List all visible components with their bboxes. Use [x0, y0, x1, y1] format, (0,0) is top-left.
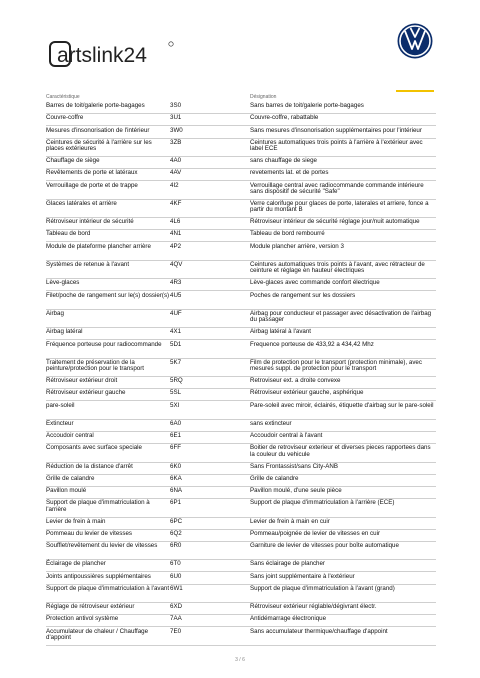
table-row: [46, 230, 436, 242]
table-row: [46, 358, 436, 376]
table-row: [46, 444, 436, 462]
code-cell: 3ZB: [170, 138, 250, 156]
feature-cell: Accoudoir central: [46, 432, 170, 444]
feature-cell: Rétroviseur intérieur de sécurité: [46, 218, 170, 230]
feature-cell: Pommeau du levier de vitesses: [46, 529, 170, 541]
table-row: [46, 389, 436, 401]
designation-cell: Poches de rangement sur les dossiers: [250, 291, 436, 309]
designation-cell: Couvre-coffre, rabattable: [250, 114, 436, 126]
designation-cell: Sans mesures d'insonorisation supplémentaires pour l'intérieur: [250, 126, 436, 138]
feature-cell: Rétroviseur extérieur droit: [46, 377, 170, 389]
designation-cell: Ceintures automatiques trois points à l'arrière à l'extérieur avec label ECE: [250, 138, 436, 156]
equipment-table: [46, 94, 436, 646]
page-number: 3 / 6: [235, 657, 245, 663]
feature-cell: Lève-glaces: [46, 279, 170, 291]
designation-cell: Airbag latéral à l'avant: [250, 328, 436, 340]
table-row: [46, 517, 436, 529]
designation-cell: Levier de frein à main en cuir: [250, 517, 436, 529]
table-row: [46, 309, 436, 327]
table-row: [46, 377, 436, 389]
table-row: [46, 627, 436, 645]
table-row: [46, 114, 436, 126]
code-cell: 6T0: [170, 560, 250, 572]
code-cell: 6Q2: [170, 529, 250, 541]
code-cell: 5D1: [170, 340, 250, 358]
table-row: [46, 560, 436, 572]
designation-cell: Airbag pour conducteur et passager avec désactivation de l'airbag du passager: [250, 309, 436, 327]
table-row: [46, 291, 436, 309]
table-row: [46, 102, 436, 114]
code-cell: 4N1: [170, 230, 250, 242]
accent-bar: [396, 90, 434, 92]
designation-cell: Sans éclairage de plancher: [250, 560, 436, 572]
code-cell: 4KF: [170, 199, 250, 217]
table-row: [46, 529, 436, 541]
table-row: [46, 218, 436, 230]
code-cell: 4R3: [170, 279, 250, 291]
code-cell: 4A0: [170, 156, 250, 168]
designation-cell: Rétroviseur extérieur gauche, asphérique: [250, 389, 436, 401]
code-cell: 4I2: [170, 181, 250, 199]
code-cell: 6FF: [170, 444, 250, 462]
designation-cell: Module plancher arrière, version 3: [250, 242, 436, 260]
designation-cell: Boitier de retroviseur exterieur et diverses pieces rapportees dans la couleur du vehicule: [250, 444, 436, 462]
header-designation: Désignation: [250, 94, 277, 100]
code-cell: 6PC: [170, 517, 250, 529]
code-cell: 5RQ: [170, 377, 250, 389]
header-code: [170, 94, 250, 102]
table-row: [46, 572, 436, 584]
code-cell: 4L6: [170, 218, 250, 230]
table-row: [46, 328, 436, 340]
code-cell: 4AV: [170, 169, 250, 181]
feature-cell: Filet/poche de rangement sur le(s) dossier(s): [46, 291, 170, 309]
vw-logo-icon: [396, 22, 434, 70]
designation-cell: Ceintures automatiques trois points à l'avant, avec rétracteur de ceinture et réglage en hauteur électriques: [250, 260, 436, 278]
designation-cell: Antidémarrage électronique: [250, 615, 436, 627]
table-row: [46, 584, 436, 602]
designation-cell: Rétroviseur extérieur réglable/dégivrant électr.: [250, 603, 436, 615]
table-row: [46, 615, 436, 627]
code-cell: 6A0: [170, 419, 250, 431]
feature-cell: Protection antivol système: [46, 615, 170, 627]
feature-cell: Composants avec surface speciale: [46, 444, 170, 462]
designation-cell: sans extincteur: [250, 419, 436, 431]
feature-cell: Glaces latérales et arrière: [46, 199, 170, 217]
code-cell: 6NA: [170, 486, 250, 498]
table-row: [46, 419, 436, 431]
feature-cell: Traitement de préservation de la peinture/protection pour le transport: [46, 358, 170, 376]
table-row: [46, 181, 436, 199]
designation-cell: Sans joint supplémentaire à l'extérieur: [250, 572, 436, 584]
table-row: [46, 279, 436, 291]
table-row: [46, 401, 436, 419]
code-cell: 3U1: [170, 114, 250, 126]
table-row: [46, 126, 436, 138]
feature-cell: Réduction de la distance d'arrêt: [46, 462, 170, 474]
code-cell: 5K7: [170, 358, 250, 376]
feature-cell: Verrouillage de porte et de trappe: [46, 181, 170, 199]
table-row: [46, 462, 436, 474]
partslink24-logo: [48, 36, 176, 72]
designation-cell: Retroviseur ext. a droite convexe: [250, 377, 436, 389]
code-cell: 5XI: [170, 401, 250, 419]
code-cell: 4X1: [170, 328, 250, 340]
code-cell: 4U5: [170, 291, 250, 309]
designation-cell: Rétroviseur intérieur de sécurité réglage jour/nuit automatique: [250, 218, 436, 230]
table-row: [46, 432, 436, 444]
table-row: [46, 541, 436, 559]
feature-cell: Systèmes de retenue à l'avant: [46, 260, 170, 278]
feature-cell: Rétroviseur extérieur gauche: [46, 389, 170, 401]
feature-cell: Revêtements de porte et latéraux: [46, 169, 170, 181]
code-cell: 3S0: [170, 102, 250, 114]
designation-cell: sans chauffage de siege: [250, 156, 436, 168]
designation-cell: Garniture de levier de vitesses pour boîte automatique: [250, 541, 436, 559]
designation-cell: Sans accumulateur thermique/chauffage d'appoint: [250, 627, 436, 645]
table-row: [46, 156, 436, 168]
table-row: [46, 603, 436, 615]
designation-cell: Frequence porteuse de 433,92 a 434,42 Mhz: [250, 340, 436, 358]
code-cell: 6K0: [170, 462, 250, 474]
designation-cell: Pommeau/poignée de levier de vitesses en cuir: [250, 529, 436, 541]
feature-cell: Couvre-coffre: [46, 114, 170, 126]
feature-cell: Levier de frein à main: [46, 517, 170, 529]
table-row: [46, 169, 436, 181]
designation-cell: revetements lat. et de portes: [250, 169, 436, 181]
feature-cell: Support de plaque d'immatriculation à l'arrière: [46, 499, 170, 517]
table-row: [46, 499, 436, 517]
table-row: [46, 138, 436, 156]
feature-cell: Barres de toit/galerie porte-bagages: [46, 102, 170, 114]
table-row: [46, 260, 436, 278]
feature-cell: Ceintures de sécurité à l'arrière sur les places extérieures: [46, 138, 170, 156]
table-row: [46, 242, 436, 260]
feature-cell: Accumulateur de chaleur / Chauffage d'appoint: [46, 627, 170, 645]
designation-cell: Accoudoir central à l'avant: [250, 432, 436, 444]
code-cell: 4QV: [170, 260, 250, 278]
code-cell: 6KA: [170, 474, 250, 486]
table-row: [46, 474, 436, 486]
code-cell: 7E0: [170, 627, 250, 645]
feature-cell: Chauffage de siège: [46, 156, 170, 168]
designation-cell: Tableau de bord rembourré: [250, 230, 436, 242]
code-cell: 6E1: [170, 432, 250, 444]
code-cell: 3W0: [170, 126, 250, 138]
feature-cell: Module de plateforme plancher arrière: [46, 242, 170, 260]
designation-cell: Film de protection pour le transport (protection minimale), avec mesures suppl. de protection pour le transport: [250, 358, 436, 376]
designation-cell: Support de plaque d'immatriculation à l'avant (grand): [250, 584, 436, 602]
code-cell: 5SL: [170, 389, 250, 401]
feature-cell: pare-soleil: [46, 401, 170, 419]
feature-cell: Fréquence porteuse pour radiocommande: [46, 340, 170, 358]
feature-cell: Extincteur: [46, 419, 170, 431]
designation-cell: Verre calorifuge pour glaces de porte, laterales et arriere, fonce a partir du montant B: [250, 199, 436, 217]
table-row: [46, 340, 436, 358]
code-cell: 4P2: [170, 242, 250, 260]
svg-text:artslink24: artslink24: [57, 44, 147, 67]
feature-cell: Pavillon moulé: [46, 486, 170, 498]
table-row: [46, 199, 436, 217]
feature-cell: Support de plaque d'immatriculation à l'avant: [46, 584, 170, 602]
feature-cell: Mesures d'insonorisation de l'intérieur: [46, 126, 170, 138]
designation-cell: Lève-glaces avec commande confort électrique: [250, 279, 436, 291]
feature-cell: Grille de calandre: [46, 474, 170, 486]
table-row: [46, 486, 436, 498]
equipment-table-container: [46, 94, 436, 646]
designation-cell: Pavillon moulé, d'une seule pièce: [250, 486, 436, 498]
code-cell: 6P1: [170, 499, 250, 517]
designation-cell: Grille de calandre: [250, 474, 436, 486]
designation-cell: Sans Frontassist/sans City-ANB: [250, 462, 436, 474]
feature-cell: Airbag: [46, 309, 170, 327]
code-cell: 7AA: [170, 615, 250, 627]
code-cell: 6U0: [170, 572, 250, 584]
code-cell: 4UF: [170, 309, 250, 327]
designation-cell: Support de plaque d'immatriculation à l'arrière (ECE): [250, 499, 436, 517]
designation-cell: Sans barres de toit/galerie porte-bagages: [250, 102, 436, 114]
feature-cell: Joints antipoussières supplémentaires: [46, 572, 170, 584]
header-feature: Caractéristique: [46, 94, 80, 100]
code-cell: 6R0: [170, 541, 250, 559]
code-cell: 6XD: [170, 603, 250, 615]
feature-cell: Soufflet/revêtement du levier de vitesses: [46, 541, 170, 559]
feature-cell: Airbag latéral: [46, 328, 170, 340]
designation-cell: Pare-soleil avec miroir, éclairés, étiquette d'airbag sur le pare-soleil: [250, 401, 436, 419]
table-header-row: [46, 94, 436, 102]
code-cell: 6W1: [170, 584, 250, 602]
feature-cell: Éclairage de plancher: [46, 560, 170, 572]
designation-cell: Verrouillage central avec radiocommande commande intérieure sans dispositif de sécurité "Safe": [250, 181, 436, 199]
feature-cell: Réglage de rétroviseur extérieur: [46, 603, 170, 615]
feature-cell: Tableau de bord: [46, 230, 170, 242]
